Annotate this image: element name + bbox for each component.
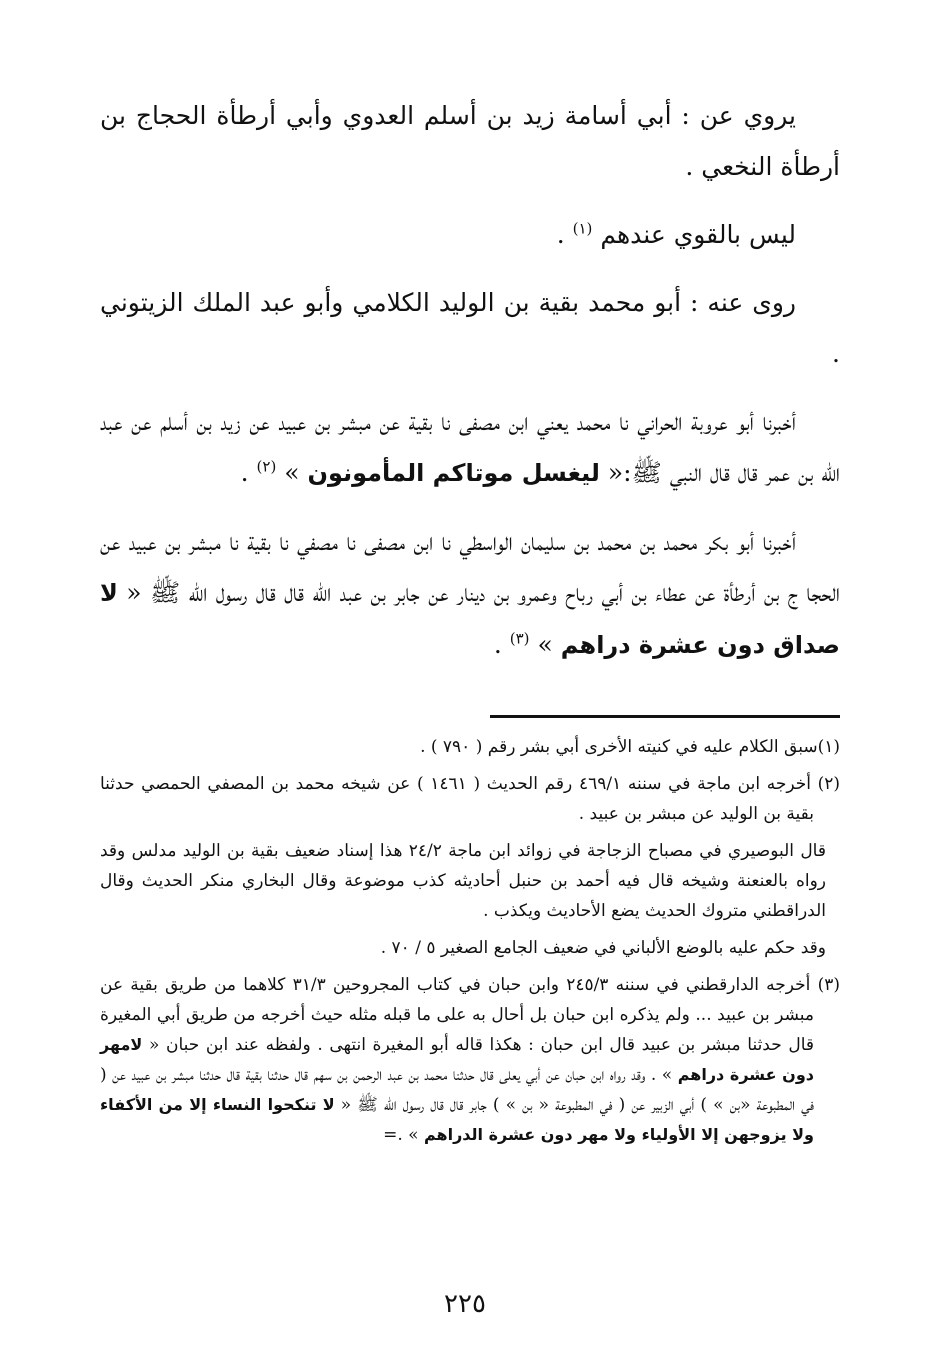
footnote-2-ruling: وقد حكم عليه بالوضع الألباني في ضعيف الجامع الصغير ٥ / ٧٠ . [380, 938, 826, 958]
footnote-2: (٢) أخرجه ابن ماجة في سننه ٤٦٩/١ رقم الحديث ( ١٤٦١ ) عن شيخه محمد بن المصفي الحمصي حدثنا بقية بن الوليد عن مبشر بن عبيد . [100, 774, 841, 824]
hadith-text-1: ليغسل موتاكم المأمونون [307, 459, 600, 487]
quote-close: » [537, 630, 561, 659]
paragraph-text: أخبرنا أبو بكر محمد بن محمد بن سليمان الواسطي نا ابن مصفى نا مصفي نا بقية نا مبشر بن عبيد عن الحجا ج بن أرطأة عن عطاء بن أبي رباح وعمرو بن دينار عن جابر بن عبد الله قال قال رسول الله ﷺ « [100, 527, 840, 607]
paragraph-end: . [493, 630, 510, 659]
footnote-text: » . وقد رواه ابن حبان عن أبي يعلى قال حدثنا محمد بن عبد الرحمن بن سهم قال حدثنا بقية قال حدثنا مبشر بن عبيد عن ( في المطبوعة «بن » ) أبي الزبير عن ( في المطبوعة « بن » ) جابر قال قال رسول الله ﷺ « [100, 1065, 815, 1115]
main-text [100, 90, 840, 688]
paragraph-text: أخبرنا أبو عروبة الحراني نا محمد يعني ابن مصفى نا بقية عن مبشر بن عبيد عن زيد بن أسلم عن عبد الله بن عمر قال قال النبي ﷺ:« [100, 407, 840, 487]
footnote-3 [100, 970, 840, 1150]
paragraph-end: . [240, 458, 257, 487]
paragraph-narrators-from [100, 90, 840, 192]
footnote-text: » .= [383, 1125, 424, 1145]
paragraph-end: . [556, 220, 573, 249]
footnote-ref-1: (١) [572, 219, 593, 238]
footnote-text: (٣) أخرجه الدارقطني في سننه ٢٤٥/٣ وابن حبان في كتاب المجروحين ٣١/٣ كلاهما من طريق بقية عن مبشر بن عبيد ... ولم يذكره ابن حبان بل أحال به على ما قبله مثله حيث أخرجه من طريق أبي المغيرة قال حدثنا مبشر بن عبيد قال ابن حبان : هكذا قاله أبو المغيرة انتهى . ولفظه عند ابن حبان « [100, 975, 840, 1055]
quote-close: » [284, 458, 308, 487]
footnotes [100, 732, 840, 1157]
paragraph-narrators-to [100, 277, 840, 379]
paragraph-text: يروي عن : أبي أسامة زيد بن أسلم العدوي وأبي أرطأة الحجاج بن أرطأة النخعي . [100, 101, 840, 181]
footnote-hadith-2: لا تنكحوا النساء إلا من الأكفاء ولا يزوجهن إلا الأولياء ولا مهر دون عشرة الدراهم [100, 1095, 814, 1144]
footnote-divider [490, 715, 840, 718]
paragraph-text: روى عنه : أبو محمد بقية بن الوليد الكلامي وأبو عبد الملك الزيتوني . [100, 288, 840, 368]
footnote-hadith-1: لامهر دون عشرة دراهم [100, 1035, 814, 1084]
footnote-2-continuation: قال البوصيري في مصباح الزجاجة في زوائد ابن ماجة ٢٤/٢ هذا إسناد ضعيف بقية بن الوليد مدلس وقد رواه بالعنعنة وشيخه قال فيه أحمد بن حنبل أحاديثه كذب موضوعة وقال البخاري منكر الحديث وقال الدراقطني متروك الحديث يضع الأحاديث ويكذب . [100, 841, 826, 921]
page-number: ٢٢٥ [444, 1289, 486, 1319]
paragraph-text: ليس بالقوي عندهم [600, 220, 796, 249]
paragraph-hadith-1 [100, 396, 840, 499]
paragraph-grading [100, 209, 840, 260]
footnote-1: (١)سبق الكلام عليه في كنيته الأخرى أبي بشر رقم ( ٧٩٠ ) . [420, 737, 840, 757]
hadith-text-2: لا صداق دون عشرة دراهم [100, 579, 840, 659]
paragraph-hadith-2 [100, 516, 840, 671]
footnote-ref-2: (٢) [256, 457, 277, 476]
footnote-ref-3: (٣) [509, 629, 530, 648]
